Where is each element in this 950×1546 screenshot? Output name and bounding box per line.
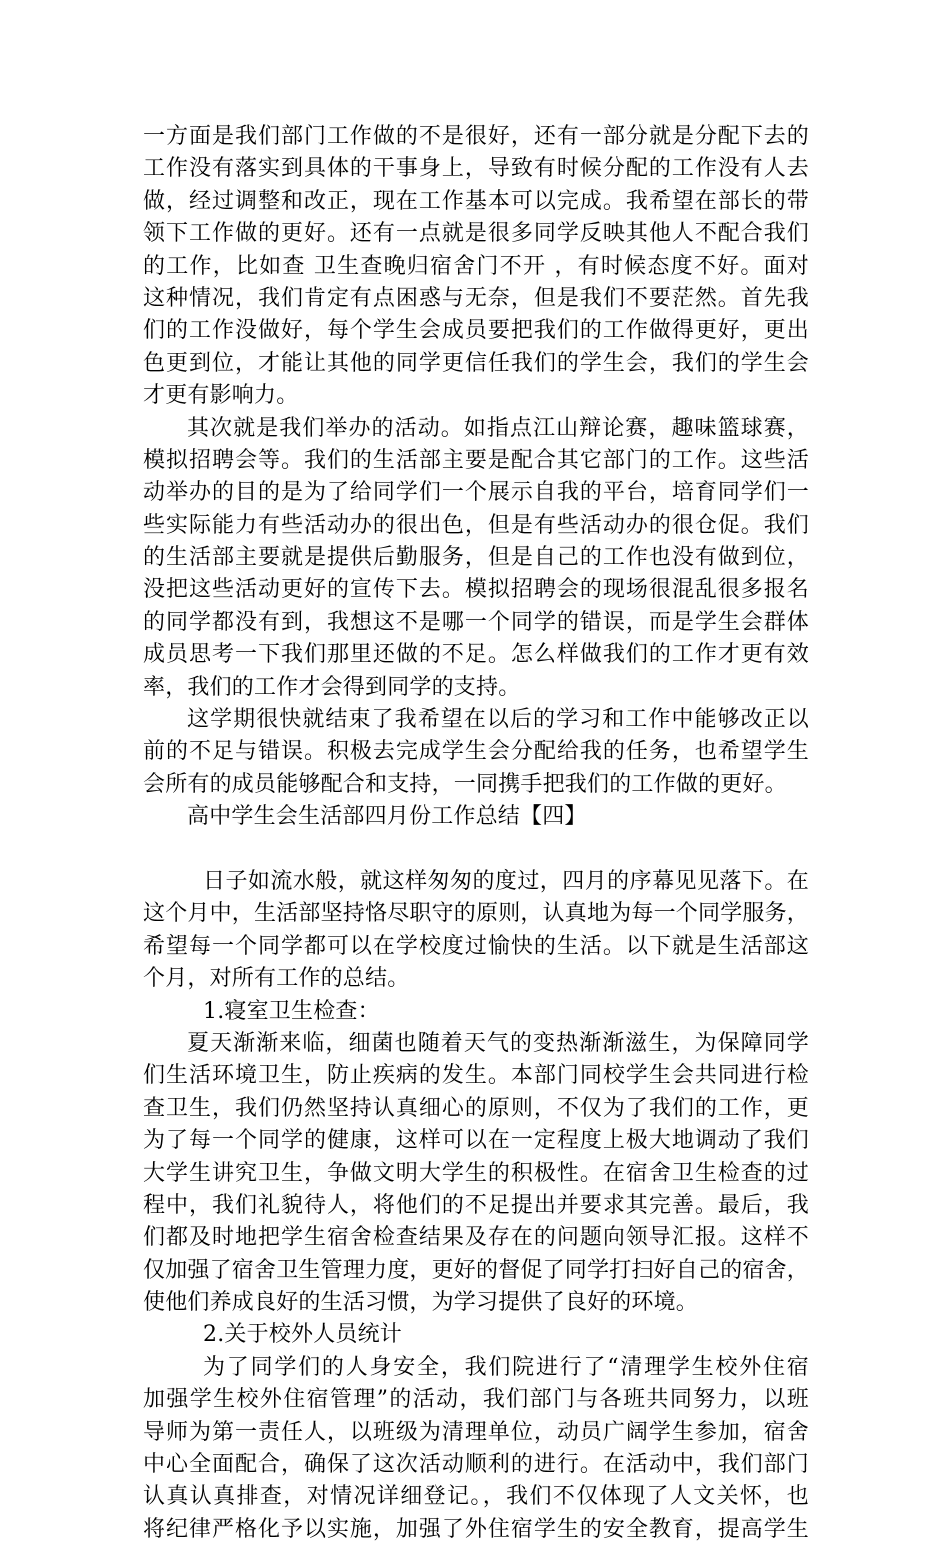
text-line: 其次就是我们举办的活动。如指点江山辩论赛，趣味篮球赛，: [187, 415, 809, 441]
text-line: 率，我们的工作才会得到同学的支持。: [143, 674, 521, 700]
text-line: 夏天渐渐来临，细菌也随着天气的变热渐渐滋生，为保障同学: [187, 1030, 809, 1056]
text-line: 个月，对所有工作的总结。: [143, 966, 410, 992]
text-line: 才更有影响力。: [143, 383, 299, 409]
subsection-heading: 2.关于校外人员统计: [203, 1322, 402, 1348]
text-line: 将纪律严格化予以实施，加强了外住宿学生的安全教育，提高学生: [143, 1516, 809, 1542]
text-line: 会所有的成员能够配合和支持，一同携手把我们的工作做的更好。: [143, 771, 787, 797]
text-line: 一方面是我们部门工作做的不是很好，还有一部分就是分配下去的: [143, 124, 809, 149]
text-line: 加强学生校外住宿管理”的活动，我们部门与各班共同努力，以班: [143, 1387, 809, 1413]
text-line: 这学期很快就结束了我希望在以后的学习和工作中能够改正以: [187, 707, 809, 733]
text-line: 们生活环境卫生，防止疾病的发生。本部门同校学生会共同进行检: [143, 1063, 809, 1089]
text-line: 为了同学们的人身安全，我们院进行了“清理学生校外住宿: [203, 1354, 809, 1380]
text-line: 希望每一个同学都可以在学校度过愉快的生活。以下就是生活部这: [143, 933, 809, 959]
text-line: 中心全面配合，确保了这次活动顺利的进行。在活动中，我们部门: [143, 1452, 809, 1478]
text-line: 些实际能力有些活动办的很出色，但是有些活动办的很仓促。我们: [143, 512, 809, 538]
text-line: 为了每一个同学的健康，这样可以在一定程度上极大地调动了我们: [143, 1128, 809, 1154]
document-body: [143, 121, 809, 1546]
text-line: 程中，我们礼貌待人，将他们的不足提出并要求其完善。最后，我: [143, 1192, 809, 1218]
text-line: 日子如流水般，就这样匆匆的度过，四月的序幕见见落下。在: [203, 868, 809, 894]
text-line: 模拟招聘会等。我们的生活部主要是配合其它部门的工作。这些活: [143, 447, 809, 473]
text-line: 领下工作做的更好。还有一点就是很多同学反映其他人不配合我们: [143, 221, 809, 247]
text-line: 动举办的目的是为了给同学们一个展示自我的平台，培育同学们一: [143, 480, 809, 506]
text-line: 前的不足与错误。积极去完成学生会分配给我的任务，也希望学生: [143, 739, 809, 765]
text-line: 这个月中，生活部坚持恪尽职守的原则，认真地为每一个同学服务，: [143, 901, 810, 927]
text-line: 导师为第一责任人，以班级为清理单位，动员广阔学生参加，宿舍: [143, 1419, 809, 1445]
text-line: 使他们养成良好的生活习惯，为学习提供了良好的环境。: [143, 1290, 699, 1316]
text-line: 的同学都没有到，我想这不是哪一个同学的错误，而是学生会群体: [143, 609, 809, 635]
section-heading: 高中学生会生活部四月份工作总结【四】: [187, 804, 587, 830]
blank-line: [143, 834, 809, 866]
text-line: 的生活部主要就是提供后勤服务，但是自己的工作也没有做到位，: [143, 545, 809, 571]
text-line: 大学生讲究卫生，争做文明大学生的积极性。在宿舍卫生检查的过: [143, 1160, 809, 1186]
text-line: 查卫生，我们仍然坚持认真细心的原则，不仅为了我们的工作，更: [143, 1095, 809, 1121]
subsection-heading: 1.寝室卫生检查：: [203, 998, 380, 1024]
text-line: 这种情况，我们肯定有点困惑与无奈，但是我们不要茫然。首先我: [143, 285, 809, 311]
text-line: 们都及时地把学生宿舍检查结果及存在的问题向领导汇报。这样不: [143, 1225, 809, 1251]
text-line: 的工作，比如查 卫生查晚归宿舍门不开 ，有时候态度不好。面对: [143, 253, 809, 279]
text-line: 们的工作没做好，每个学生会成员要把我们的工作做得更好，更出: [143, 318, 809, 344]
text-line: 认真认真排查，对情况详细登记。，我们不仅体现了人文关怀，也: [143, 1484, 809, 1510]
text-line: 色更到位，才能让其他的同学更信任我们的学生会，我们的学生会: [143, 350, 809, 376]
text-line: 做，经过调整和改正，现在工作基本可以完成。我希望在部长的带: [143, 188, 809, 214]
text-line: 没把这些活动更好的宣传下去。模拟招聘会的现场很混乱很多报名: [143, 577, 809, 603]
text-line: 工作没有落实到具体的干事身上，导致有时候分配的工作没有人去: [143, 156, 809, 182]
text-line: 仅加强了宿舍卫生管理力度，更好的督促了同学打扫好自己的宿舍，: [143, 1257, 810, 1283]
text-line: 成员思考一下我们那里还做的不足。怎么样做我们的工作才更有效: [143, 642, 809, 668]
